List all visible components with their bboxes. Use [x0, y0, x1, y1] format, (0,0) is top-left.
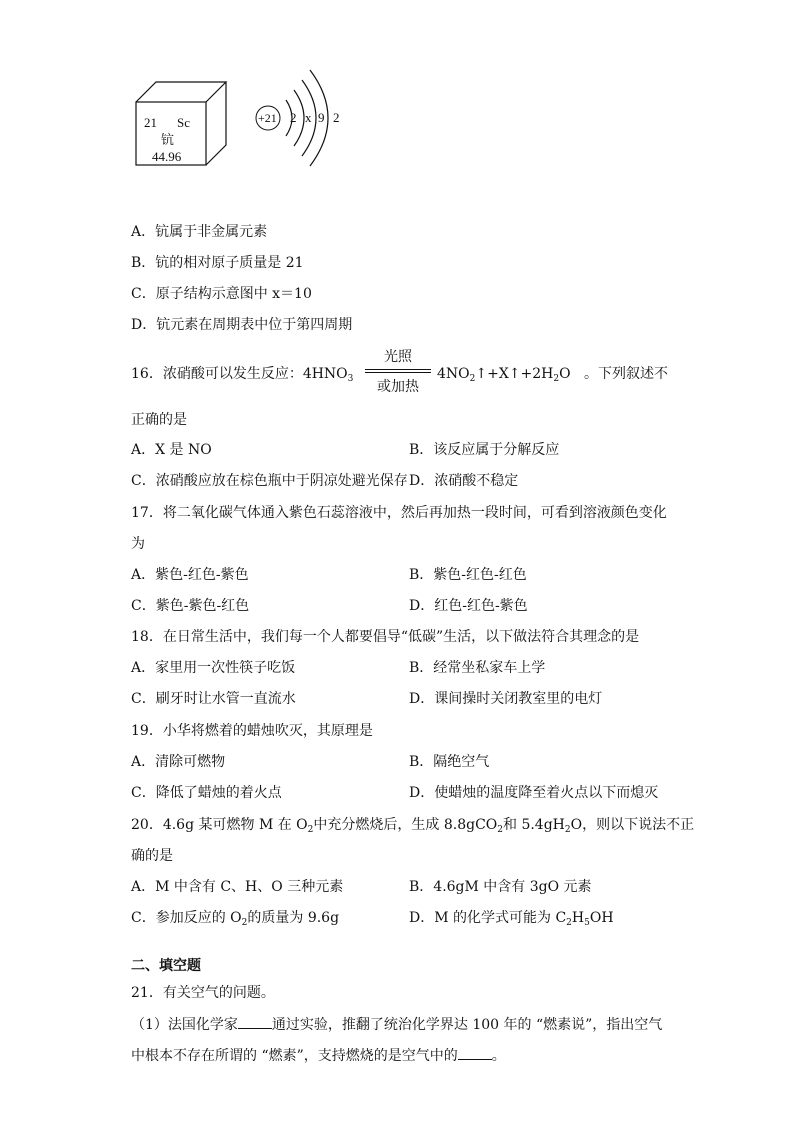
q16-option-b: B．该反应属于分解反应 [409, 442, 560, 458]
q19-option-d: D．使蜡烛的温度降至着火点以下而熄灭 [409, 785, 659, 801]
q15-option-a: A．钪属于非金属元素 [131, 224, 268, 240]
equals-bar-top [365, 369, 431, 370]
q20-stem: 20．4.6g 某可燃物 M 在 $O_2$中充分燃烧后，生成 8.8gCO$_2$和 $5.4gH_2O$，则以下说法不正 [131, 817, 695, 835]
q20-continuation: 确的是 [131, 848, 173, 864]
q18-option-a: A．家里用一次性筷子吃饭 [131, 660, 296, 676]
shell-2-count: x [305, 110, 312, 125]
q17-option-d: D．红色-红色-紫色 [409, 598, 528, 614]
q19-option-b: B．隔绝空气 [409, 754, 490, 770]
q16-option-c: C．浓硝酸应放在棕色瓶中于阴凉处避光保存 [131, 473, 408, 489]
q19-stem: 19．小华将燃着的蜡烛吹灭，其原理是 [131, 723, 373, 739]
q15-option-b: B．钪的相对原子质量是 21 [131, 255, 304, 271]
q18-option-b: B．经常坐私家车上学 [409, 660, 546, 676]
q17-option-c: C．紫色-紫色-红色 [131, 598, 250, 614]
q17-continuation: 为 [131, 536, 145, 552]
condition-top: 光照 [384, 349, 412, 365]
q16-option-a: A．X 是 NO [131, 442, 212, 458]
q20-option-a: A．M 中含有 C、H、O 三种元素 [131, 879, 344, 895]
q16-prefix: 16．浓硝酸可以发生反应：$4HNO_3$ [131, 366, 354, 384]
atomic-mass: 44.96 [152, 149, 182, 164]
q15-option-c: C．原子结构示意图中 x＝10 [131, 286, 312, 302]
q18-option-d: D．课间操时关闭教室里的电灯 [409, 691, 603, 707]
q21-part1-line1: （1）法国化学家 通过实验，推翻了统治化学界达 100 年的 “燃素说”，指出空气 [131, 1014, 662, 1035]
shell-1-count: 2 [290, 110, 297, 125]
element-symbol: Sc [177, 115, 190, 130]
section-heading: 二、填空题 [131, 957, 201, 973]
q16-option-d: D．浓硝酸不稳定 [409, 473, 519, 489]
q18-stem: 18．在日常生活中，我们每一个人都要倡导“低碳”生活，以下做法符合其理念的是 [131, 629, 640, 645]
element-number: 21 [144, 115, 157, 130]
answer-blank-2[interactable] [458, 1045, 492, 1060]
q20-option-c: C．参加反应的 $O_2$的质量为 9.6g [131, 910, 340, 928]
scandium-diagram [134, 62, 374, 172]
q20-option-b: B．4.6gM 中含有 3gO 元素 [409, 879, 592, 895]
q17-option-a: A．紫色-红色-紫色 [131, 567, 249, 583]
answer-blank-1[interactable] [238, 1014, 272, 1029]
nucleus-charge: +21 [258, 111, 277, 125]
shell-4-count: 2 [333, 110, 340, 125]
q18-option-c: C．刷牙时让水管一直流水 [131, 691, 296, 707]
condition-bottom: 或加热 [377, 379, 419, 395]
q16-products: $4NO_2↑+X↑+2H_2O$ 。下列叙述不 [437, 366, 668, 384]
element-name: 钪 [161, 132, 175, 147]
q17-option-b: B．紫色-红色-红色 [409, 567, 527, 583]
shell-3-count: 9 [318, 110, 325, 125]
scandium-figure [134, 62, 374, 172]
equals-bar-bottom [365, 372, 431, 373]
q19-option-c: C．降低了蜡烛的着火点 [131, 785, 282, 801]
q21-part1-line2: 中根本不存在所谓的 “燃素”，支持燃烧的是空气中的 。 [131, 1045, 506, 1066]
q20-option-d: D．M 的化学式可能为 $C_2H_5OH$ [409, 910, 614, 928]
q21-stem: 21．有关空气的问题。 [131, 985, 275, 1001]
q17-stem: 17．将二氧化碳气体通入紫色石蕊溶液中，然后再加热一段时间，可看到溶液颜色变化 [131, 505, 667, 521]
q19-option-a: A．清除可燃物 [131, 754, 226, 770]
q16-continuation: 正确的是 [131, 412, 187, 428]
q16-stem [131, 344, 671, 394]
reaction-condition [363, 344, 433, 394]
q15-option-d: D．钪元素在周期表中位于第四周期 [131, 317, 353, 333]
